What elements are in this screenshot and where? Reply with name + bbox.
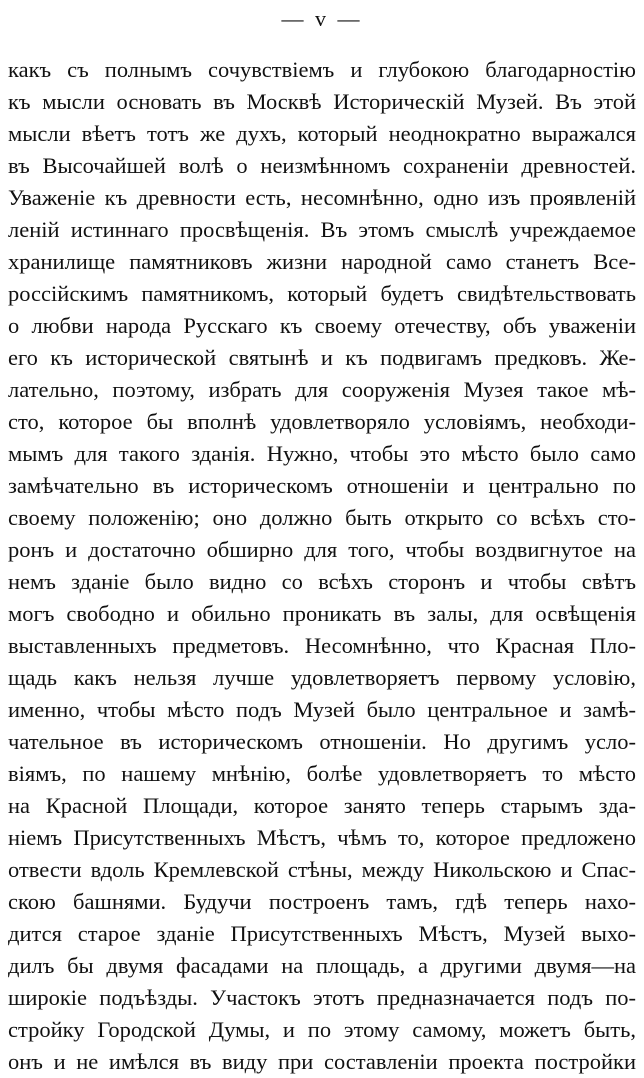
text-line: могъ свободно и обильно проникать въ залы, для освѣщенія [8,601,636,626]
text-line: къ мысли основать въ Москвѣ Историческій Музей. Въ этой [8,89,636,114]
text-line: Уваженіе къ древности есть, несомнѣнно, одно изъ проявленій [8,185,636,210]
text-line: немъ зданіе было видно со всѣхъ сторонъ и чтобы свѣтъ [8,569,636,594]
text-line: его къ исторической святынѣ и къ подвигамъ предковъ. Же- [8,345,636,370]
text-line: въ Высочайшей волѣ о неизмѣнномъ сохраненіи древностей. [8,153,636,178]
text-line: именно, чтобы мѣсто подъ Музей было центральное и замѣ- [8,697,636,722]
page-number: — v — [281,6,363,31]
text-line: щадь какъ нельзя лучше удовлетворяетъ первому условію, [8,665,636,690]
text-line: стройку Городской Думы, и по этому самому, можетъ быть, [8,1017,636,1042]
text-line: на Красной Площади, которое занято теперь старымъ зда- [8,793,636,818]
text-line: онъ и не имѣлся въ виду при составленіи проекта постройки [8,1049,636,1074]
text-line: мымъ для такого зданія. Нужно, чтобы это мѣсто было само [8,441,636,466]
text-line: скою башнями. Будучи построенъ тамъ, гдѣ теперь нахо- [8,889,636,914]
text-line: дится старое зданіе Присутственныхъ Мѣстъ, Музей выхо- [8,921,636,946]
text-line: дилъ бы двумя фасадами на площадь, а другими двумя—на [8,953,636,978]
text-line: леній истиннаго просвѣщенія. Въ этомъ смыслѣ учреждаемое [8,217,636,242]
text-line: россійскимъ памятникомъ, который будетъ свидѣтельствовать [8,281,636,306]
text-line: мысли вѣетъ тотъ же духъ, который неоднократно выражался [8,121,636,146]
text-line: какъ съ полнымъ сочувствіемъ и глубокою благодарностію [8,57,636,82]
text-line: своему положенію; оно должно быть открыто со всѣхъ сто- [8,505,636,530]
text-line: о любви народа Русскаго къ своему отечеству, объ уваженіи [8,313,636,338]
body-text [8,54,636,1078]
text-line: широкіе подъѣзды. Участокъ этотъ предназначается подъ по- [8,985,636,1010]
text-line: замѣчательно въ историческомъ отношеніи и центрально по [8,473,636,498]
text-line: лательно, поэтому, избрать для сооруженія Музея такое мѣ- [8,377,636,402]
text-line: отвести вдоль Кремлевской стѣны, между Никольскою и Спас- [8,857,636,882]
text-line: ронъ и достаточно обширно для того, чтобы воздвигнутое на [8,537,636,562]
text-line: выставленныхъ предметовъ. Несомнѣнно, что Красная Пло- [8,633,636,658]
text-line: сто, которое бы вполнѣ удовлетворяло условіямъ, необходи- [8,409,636,434]
text-line: чательное въ историческомъ отношеніи. Но другимъ усло- [8,729,636,754]
text-line: ніемъ Присутственныхъ Мѣстъ, чѣмъ то, которое предложено [8,825,636,850]
text-line: віямъ, по нашему мнѣнію, болѣе удовлетворяетъ то мѣсто [8,761,636,786]
text-line: хранилище памятниковъ жизни народной само станетъ Все- [8,249,636,274]
